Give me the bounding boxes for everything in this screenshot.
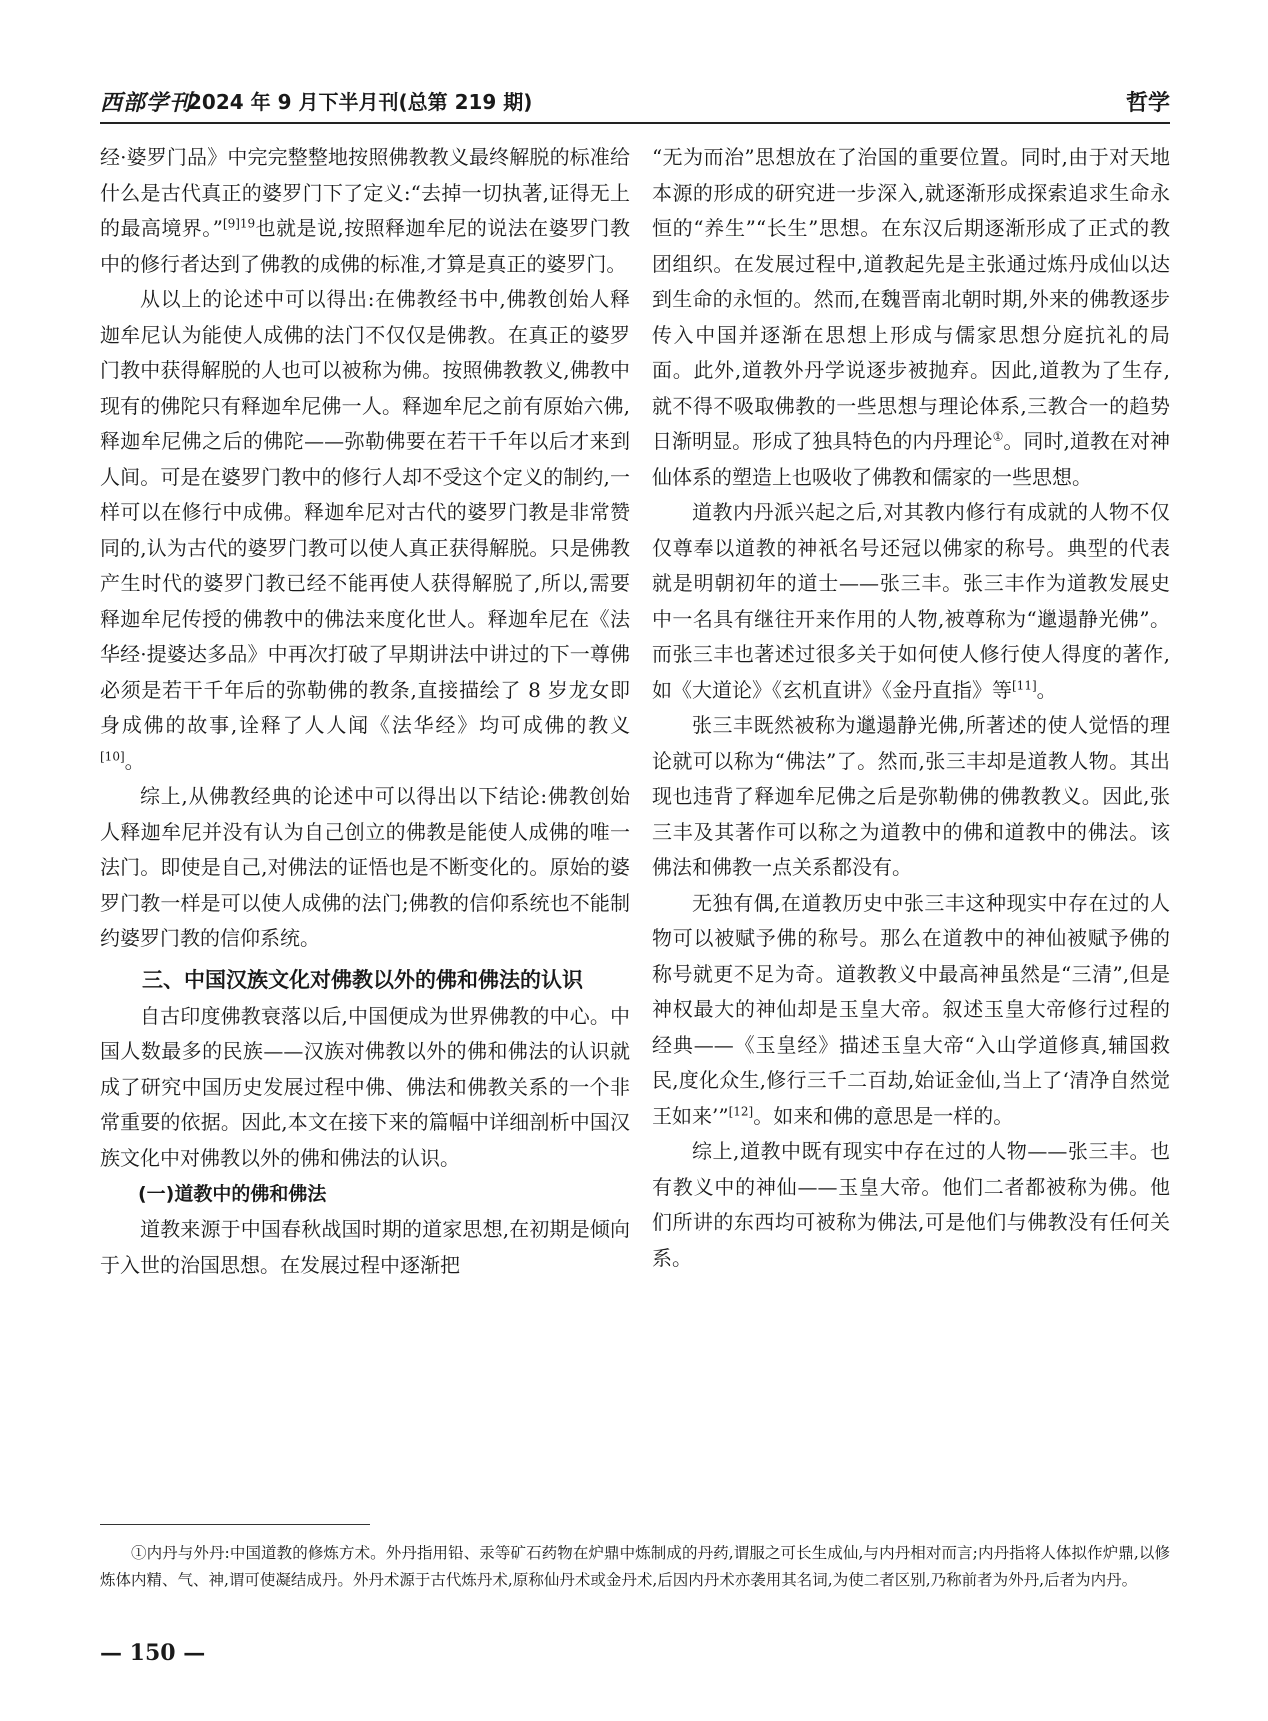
paragraph: 道教内丹派兴起之后,对其教内修行有成就的人物不仅仅尊奉以道教的神祇名号还冠以佛家的称号。典型的代表就是明朝初年的道士——张三丰。张三丰作为道教发展史中一名具有继往开来作用的人物,被尊称为“邋遢静光佛”。而张三丰也著述过很多关于如何使人修行使人得度的著作,如《大道论》《玄机直讲》《金丹直指》等[11]。 [652, 500, 1170, 702]
page-header [100, 82, 1170, 122]
paragraph: 经·婆罗门品》中完完整整地按照佛教教义最终解脱的标准给什么是古代真正的婆罗门下了定义:“去掉一切执著,证得无上的最高境界。”$^{[9]19}$也就是说,按照释迦牟尼的说法在婆罗门教中的修行者达到了佛教的成佛的标准,才算是真正的婆罗门。 [100, 145, 630, 276]
paragraph: 张三丰既然被称为邋遢静光佛,所著述的使人觉悟的理论就可以称为“佛法”了。然而,张三丰却是道教人物。其出现也违背了释迦牟尼佛之后是弥勒佛的佛教教义。因此,张三丰及其著作可以称之为道教中的佛和道教中的佛法。该佛法和佛教一点关系都没有。 [652, 713, 1170, 879]
citation: [11] [1012, 677, 1037, 692]
citation: [9]19 [222, 216, 256, 231]
paragraph: 从以上的论述中可以得出:在佛教经书中,佛教创始人释迦牟尼认为能使人成佛的法门不仅仅是佛教。在真正的婆罗门教中获得解脱的人也可以被称为佛。按照佛教教义,佛教中现有的佛陀只有释迦牟尼佛一人。释迦牟尼之前有原始六佛,释迦牟尼佛之后的佛陀——弥勒佛要在若干千年以后才来到人间。可是在婆罗门教中的修行人却不受这个定义的制约,一样可以在修行中成佛。释迦牟尼对古代的婆罗门教是非常赞同的,认为古代的婆罗门教可以使人真正获得解脱。只是佛教产生时代的婆罗门教已经不能再使人获得解脱了,所以,需要释迦牟尼传授的佛教中的佛法来度化世人。释迦牟尼在《法华经·提婆达多品》中再次打破了早期讲法中讲过的下一尊佛必须是若干千年后的弥勒佛的教条,直接描绘了 8 岁龙女即身成佛的故事,诠释了人人闻《法华经》均可成佛的教义[10]。 [100, 287, 630, 773]
paragraph: 综上,从佛教经典的论述中可以得出以下结论:佛教创始人释迦牟尼并没有认为自己创立的佛教是能使人成佛的唯一法门。即使是自己,对佛法的证悟也是不断变化的。原始的婆罗门教一样是可以使人成佛的法门;佛教的信仰系统也不能制约婆罗门教的信仰系统。 [100, 784, 630, 950]
paragraph: 道教来源于中国春秋战国时期的道家思想,在初期是倾向于入世的治国思想。在发展过程中逐渐把 [100, 1217, 630, 1277]
subsection-heading: (一)道教中的佛和佛法 [138, 1183, 327, 1205]
paragraph: 自古印度佛教衰落以后,中国便成为世界佛教的中心。中国人数最多的民族——汉族对佛教以外的佛和佛法的认识就成了研究中国历史发展过程中佛、佛法和佛教关系的一个非常重要的依据。因此,本文在接下来的篇幅中详细剖析中国汉族文化中对佛教以外的佛和佛法的认识。 [100, 1003, 630, 1170]
header-rule [100, 122, 1170, 124]
section-label: 哲学 [1125, 91, 1170, 116]
left-column [100, 140, 630, 1283]
right-column [652, 140, 1170, 1276]
footnote-marker[interactable]: ① [992, 429, 1004, 444]
page-number: — 150 — [100, 1640, 206, 1666]
citation: [10] [100, 748, 125, 763]
paragraph: “无为而治”思想放在了治国的重要位置。同时,由于对天地本源的形成的研究进一步深入,就逐渐形成探索追求生命永恒的“养生”“长生”思想。在东汉后期逐渐形成了正式的教团组织。在发展过程中,道教起先是主张通过炼丹成仙以达到生命的永恒的。然而,在魏晋南北朝时期,外来的佛教逐步传入中国并逐渐在思想上形成与儒家思想分庭抗礼的局面。此外,道教外丹学说逐步被抛弃。因此,道教为了生存,就不得不吸取佛教的一些思想与理论体系,三教合一的趋势日渐明显。形成了独具特色的内丹理论①。同时,道教在对神仙体系的塑造上也吸收了佛教和儒家的一些思想。 [652, 145, 1171, 489]
section-heading: 三、中国汉族文化对佛教以外的佛和佛法的认识 [142, 967, 583, 992]
footnote: ①内丹与外丹:中国道教的修炼方术。外丹指用铅、汞等矿石药物在炉鼎中炼制成的丹药,谓服之可长生成仙,与内丹相对而言;内丹指将人体拟作炉鼎,以修炼体内精、气、神,谓可使凝结成丹。外丹术源于古代炼丹术,原称仙丹术或金丹术,后因内丹术亦袭用其名词,为使二者区别,乃称前者为外丹,后者为内丹。 [100, 1544, 1170, 1589]
issue-info: 2024 年 9 月下半月刊(总第 219 期) [188, 90, 533, 114]
paragraph: 综上,道教中既有现实中存在过的人物——张三丰。也有教义中的神仙——玉皇大帝。他们二者都被称为佛。他们所讲的东西均可被称为佛法,可是他们与佛教没有任何关系。 [652, 1139, 1170, 1270]
citation: [12] [728, 1103, 754, 1118]
paragraph: 无独有偶,在道教历史中张三丰这种现实中存在过的人物可以被赋予佛的称号。那么在道教中的神仙被赋予佛的称号就更不足为奇。道教教义中最高神虽然是“三清”,但是神权最大的神仙却是玉皇大帝。叙述玉皇大帝修行过程的经典——《玉皇经》描述玉皇大帝“入山学道修真,辅国救民,度化众生,修行三千二百劫,始证金仙,当上了‘清净自然觉王如来’”[12]。如来和佛的意思是一样的。 [652, 890, 1170, 1128]
journal-logo: 西部学刊 [100, 90, 193, 116]
footnote-rule [100, 1524, 370, 1525]
